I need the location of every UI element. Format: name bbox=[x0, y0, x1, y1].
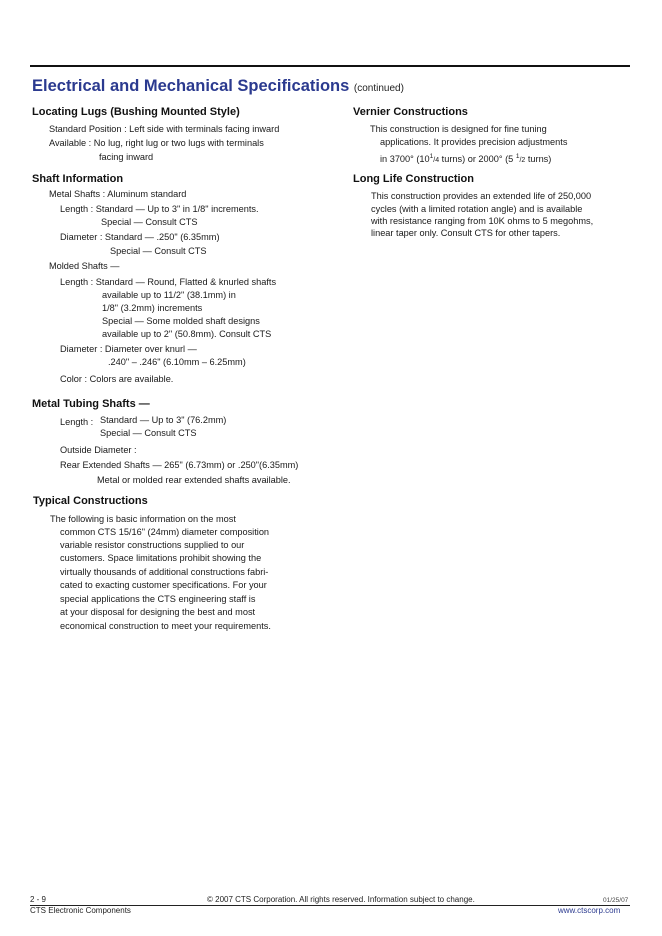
vernier-line3-c: turns) bbox=[525, 154, 552, 164]
typical-line: virtually thousands of additional constructions fabri- bbox=[60, 567, 269, 577]
locating-lugs-line: Available : No lug, right lug or two lugs with terminals bbox=[49, 138, 264, 148]
shaft-info-line: 1/8" (3.2mm) increments bbox=[102, 303, 203, 313]
vernier-sup1: 1 bbox=[429, 153, 434, 160]
top-rule bbox=[30, 65, 630, 67]
metal-tubing-line: Rear Extended Shafts — 265" (6.73mm) or .250"(6.35mm) bbox=[60, 460, 299, 470]
vernier-line bbox=[380, 150, 551, 167]
shaft-info-line: Molded Shafts — bbox=[49, 261, 120, 271]
page-number: 2 - 9 bbox=[30, 895, 47, 904]
long-life-line: This construction provides an extended life of 250,000 bbox=[371, 191, 592, 201]
typical-line: cated to exacting customer specifications. For your bbox=[60, 580, 267, 590]
typical-line: customers. Space limitations prohibit showing the bbox=[60, 553, 262, 563]
shaft-info-line: Special — Consult CTS bbox=[110, 246, 207, 256]
typical-constructions-heading: Typical Constructions bbox=[33, 495, 148, 507]
shaft-information-heading: Shaft Information bbox=[32, 173, 124, 185]
company-name: CTS Electronic Components bbox=[30, 906, 131, 915]
metal-tubing-line: Metal or molded rear extended shafts available. bbox=[97, 475, 291, 485]
shaft-info-line: Diameter : Diameter over knurl — bbox=[60, 344, 197, 354]
shaft-info-line: Color : Colors are available. bbox=[60, 374, 174, 384]
typical-line: variable resistor constructions supplied to our bbox=[60, 540, 245, 550]
vernier-line3-b: turns) or 2000° (5 bbox=[439, 154, 516, 164]
long-life-line: cycles (with a limited rotation angle) and is available bbox=[371, 204, 583, 214]
vernier-sub2: /2 bbox=[519, 157, 526, 164]
shaft-info-line: Diameter : Standard — .250" (6.35mm) bbox=[60, 232, 220, 242]
typical-line: common CTS 15/16" (24mm) diameter composition bbox=[60, 527, 270, 537]
vernier-sup2: 1 bbox=[515, 153, 520, 160]
typical-line: The following is basic information on the most bbox=[50, 514, 236, 524]
website-link[interactable]: www.ctscorp.com bbox=[558, 906, 621, 915]
metal-tubing-line: Length : bbox=[60, 417, 94, 427]
vernier-line3-a: in 3700° (10 bbox=[380, 154, 430, 164]
locating-lugs-heading: Locating Lugs (Bushing Mounted Style) bbox=[32, 106, 240, 118]
typical-line: special applications the CTS engineering staff is bbox=[60, 594, 256, 604]
copyright: © 2007 CTS Corporation. All rights reserved. Information subject to change. bbox=[207, 895, 475, 904]
long-life-line: linear taper only. Consult CTS for other tapers. bbox=[371, 228, 561, 238]
metal-tubing-heading: Metal Tubing Shafts — bbox=[32, 398, 150, 410]
metal-tubing-line: Special — Consult CTS bbox=[100, 428, 197, 438]
vernier-line: This construction is designed for fine tuning bbox=[370, 124, 547, 134]
metal-tubing-line: Standard — Up to 3" (76.2mm) bbox=[100, 415, 227, 425]
shaft-info-line: .240" – .246" (6.10mm – 6.25mm) bbox=[108, 357, 246, 367]
vernier-sub1: /4 bbox=[433, 157, 440, 164]
shaft-info-line: Length : Standard — Round, Flatted & knurled shafts bbox=[60, 277, 277, 287]
page-title bbox=[32, 77, 404, 96]
footer-date: 01/25/07 bbox=[603, 897, 629, 904]
shaft-info-line: Special — Consult CTS bbox=[101, 217, 198, 227]
locating-lugs-line: Standard Position : Left side with terminals facing inward bbox=[49, 124, 280, 134]
shaft-info-line: Length : Standard — Up to 3" in 1/8" increments. bbox=[60, 204, 259, 214]
shaft-info-line: available up to 2" (50.8mm). Consult CTS bbox=[102, 329, 272, 339]
metal-tubing-line: Outside Diameter : bbox=[60, 445, 137, 455]
continued-label: (continued) bbox=[353, 83, 404, 94]
locating-lugs-line: facing inward bbox=[99, 152, 154, 162]
shaft-info-line: Metal Shafts : Aluminum standard bbox=[49, 189, 187, 199]
long-life-line: with resistance ranging from 10K ohms to 5 megohms, bbox=[371, 216, 594, 226]
shaft-info-line: available up to 11/2" (38.1mm) in bbox=[102, 290, 236, 300]
page-title-text: Electrical and Mechanical Specifications bbox=[32, 77, 350, 95]
vernier-heading: Vernier Constructions bbox=[353, 106, 468, 118]
shaft-info-line: Special — Some molded shaft designs bbox=[102, 316, 260, 326]
long-life-heading: Long Life Construction bbox=[353, 173, 474, 185]
typical-line: at your disposal for designing the best and most bbox=[60, 607, 256, 617]
vernier-line: applications. It provides precision adjustments bbox=[380, 137, 568, 147]
typical-line: economical construction to meet your requirements. bbox=[60, 621, 271, 631]
